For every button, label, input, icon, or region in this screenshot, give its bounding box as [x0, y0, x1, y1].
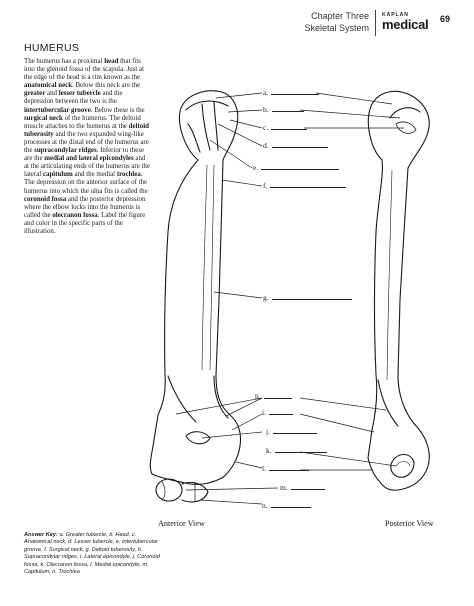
answer-key-text: a. Greater tubercle, b. Head, c. Anatomical neck, d. Lesser tubercle, e. Intertubercular groove, f. Surgical neck, g. Deltoid tuberosity, h. Supracondylar ridges, i. Lateral epicondyle, j. Coronoid fossa, k. Olecranon fossa, l. Medial epicondyle, m. Capitulum, n. Trochlea — [24, 532, 160, 576]
leader-f — [222, 180, 262, 186]
label-letter: b. — [263, 105, 269, 114]
text-run: . Below these is the — [90, 106, 145, 114]
text-run: and the depression between the two is the — [24, 90, 123, 106]
anterior-shaft-line — [202, 165, 207, 370]
leader-n — [200, 500, 262, 504]
term-supracondylar-ridges: supracondylar ridges — [34, 147, 97, 155]
brand-top: KAPLAN — [382, 12, 409, 18]
leader-b-post — [300, 110, 400, 118]
label-row-k — [266, 446, 327, 456]
answer-blank[interactable] — [273, 427, 317, 434]
term-coronoid-fossa: coronoid fossa — [24, 195, 67, 203]
leader-l-ant — [236, 462, 262, 468]
text-run: and the two expanded wing-like processes at the distal end of the humerus are the — [24, 130, 149, 155]
leader-h-ant — [176, 398, 262, 414]
brand-main: medical — [382, 17, 429, 32]
leader-m — [186, 488, 278, 490]
posterior-head-detail — [390, 108, 420, 118]
term-capitulum: capitulum — [42, 171, 73, 179]
leader-d — [218, 124, 262, 146]
label-letter: k. — [266, 446, 272, 455]
anterior-distal-ridge — [168, 376, 196, 422]
term-olecranon-fossa: olecranon fossa — [52, 211, 98, 219]
answer-blank[interactable] — [264, 392, 292, 399]
section-title: HUMERUS — [24, 42, 80, 54]
leader-h-post — [300, 398, 386, 410]
chapter-number: Chapter Three — [311, 11, 369, 21]
label-letter: l. — [262, 464, 266, 473]
text-run: . The depression on the anterior surface of the humerus into which the ulna fits is called the — [24, 171, 148, 195]
label-row-h — [255, 392, 292, 402]
answer-blank[interactable] — [271, 501, 311, 508]
label-letter: g. — [263, 293, 269, 302]
term-trochlea: trochlea — [116, 171, 141, 179]
posterior-view-caption: Posterior View — [385, 519, 434, 528]
anterior-view-caption: Anterior View — [158, 519, 205, 528]
answer-blank[interactable] — [272, 105, 304, 112]
term-head: head — [104, 58, 119, 65]
label-row-g — [263, 293, 352, 303]
text-run: . Label the figure and color in the specific parts of the illustration. — [24, 211, 146, 235]
posterior-ridge — [378, 380, 398, 426]
leader-b — [228, 110, 262, 112]
leader-j — [202, 432, 262, 438]
term-intertubercular-groove: intertubercular groove — [24, 106, 91, 114]
text-run: . Inferior to these are the — [24, 147, 145, 163]
posterior-fossa-inner — [396, 462, 410, 467]
label-letter: a. — [263, 88, 269, 97]
term-surgical-neck: surgical neck — [24, 114, 63, 122]
page-number: 69 — [440, 14, 451, 24]
label-row-d — [263, 141, 328, 151]
chapter-section: Skeletal System — [304, 23, 369, 33]
term-anatomical-neck: anatomical neck — [24, 82, 73, 90]
posterior-shaft-line — [387, 170, 392, 380]
answer-blank[interactable] — [261, 163, 339, 170]
anterior-humerus-outline — [150, 91, 240, 485]
answer-blank[interactable] — [270, 181, 346, 188]
answer-key-title: Answer Key: — [24, 532, 58, 538]
text-run: The humerus has a proximal — [24, 58, 105, 65]
text-run: and at the articulating ends of the humerus are the lateral — [24, 155, 150, 179]
text-run: . Below this neck are the — [72, 82, 141, 90]
label-row-i — [262, 408, 293, 418]
label-row-f — [263, 181, 346, 191]
trochlea-groove — [162, 482, 165, 500]
label-letter: n. — [262, 501, 268, 510]
label-letter: e. — [253, 163, 259, 172]
label-letter: f. — [263, 181, 268, 190]
capitulum-ball — [156, 479, 182, 501]
label-row-b — [263, 105, 304, 115]
leader-c — [230, 120, 262, 128]
text-run: and the posterior depression where the elbow locks into the humerus is called the — [24, 195, 146, 219]
anterior-shaft-line-2 — [210, 165, 214, 370]
label-letter: c. — [263, 123, 269, 132]
label-letter: i. — [262, 408, 266, 417]
answer-blank[interactable] — [271, 88, 319, 95]
label-letter: h. — [255, 392, 261, 401]
label-row-j — [266, 427, 317, 437]
leader-a — [216, 93, 262, 98]
term-deltoid-tuberosity: deltoid tuberosity — [24, 122, 149, 138]
anterior-groove-line — [202, 104, 210, 150]
text-run: of the humerus. The deltoid muscle attaches to the humerus at the — [24, 114, 141, 130]
label-row-a — [263, 88, 319, 98]
answer-key — [24, 532, 164, 576]
text-run: and — [45, 90, 59, 98]
term-epicondyles: medial and lateral epicondyles — [44, 155, 134, 163]
text-run: and the medial — [72, 171, 117, 179]
answer-blank[interactable] — [272, 141, 328, 148]
answer-blank[interactable] — [269, 408, 293, 415]
label-letter: j. — [266, 427, 270, 436]
term-greater: greater — [24, 90, 46, 98]
label-row-l — [262, 464, 309, 474]
anterior-tubercle-crest — [188, 124, 200, 152]
answer-blank[interactable] — [271, 123, 307, 130]
answer-blank[interactable] — [272, 293, 352, 300]
answer-blank[interactable] — [275, 446, 327, 453]
text-run: that fits into the glenoid fossa of the scapula. Just at the edge of the head is a rim known as the — [24, 58, 144, 82]
label-letter: d. — [263, 141, 269, 150]
answer-blank[interactable] — [269, 464, 309, 471]
posterior-humerus-outline — [368, 91, 429, 490]
anterior-head-rim — [186, 101, 228, 110]
label-row-e — [253, 163, 339, 173]
label-letter: m. — [280, 483, 288, 492]
label-row-m — [280, 483, 325, 493]
label-row-c — [263, 123, 307, 133]
label-row-n — [262, 501, 311, 511]
answer-blank[interactable] — [291, 483, 325, 490]
leader-g — [214, 292, 262, 298]
term-lesser-tubercle: lesser tubercle — [58, 90, 101, 98]
